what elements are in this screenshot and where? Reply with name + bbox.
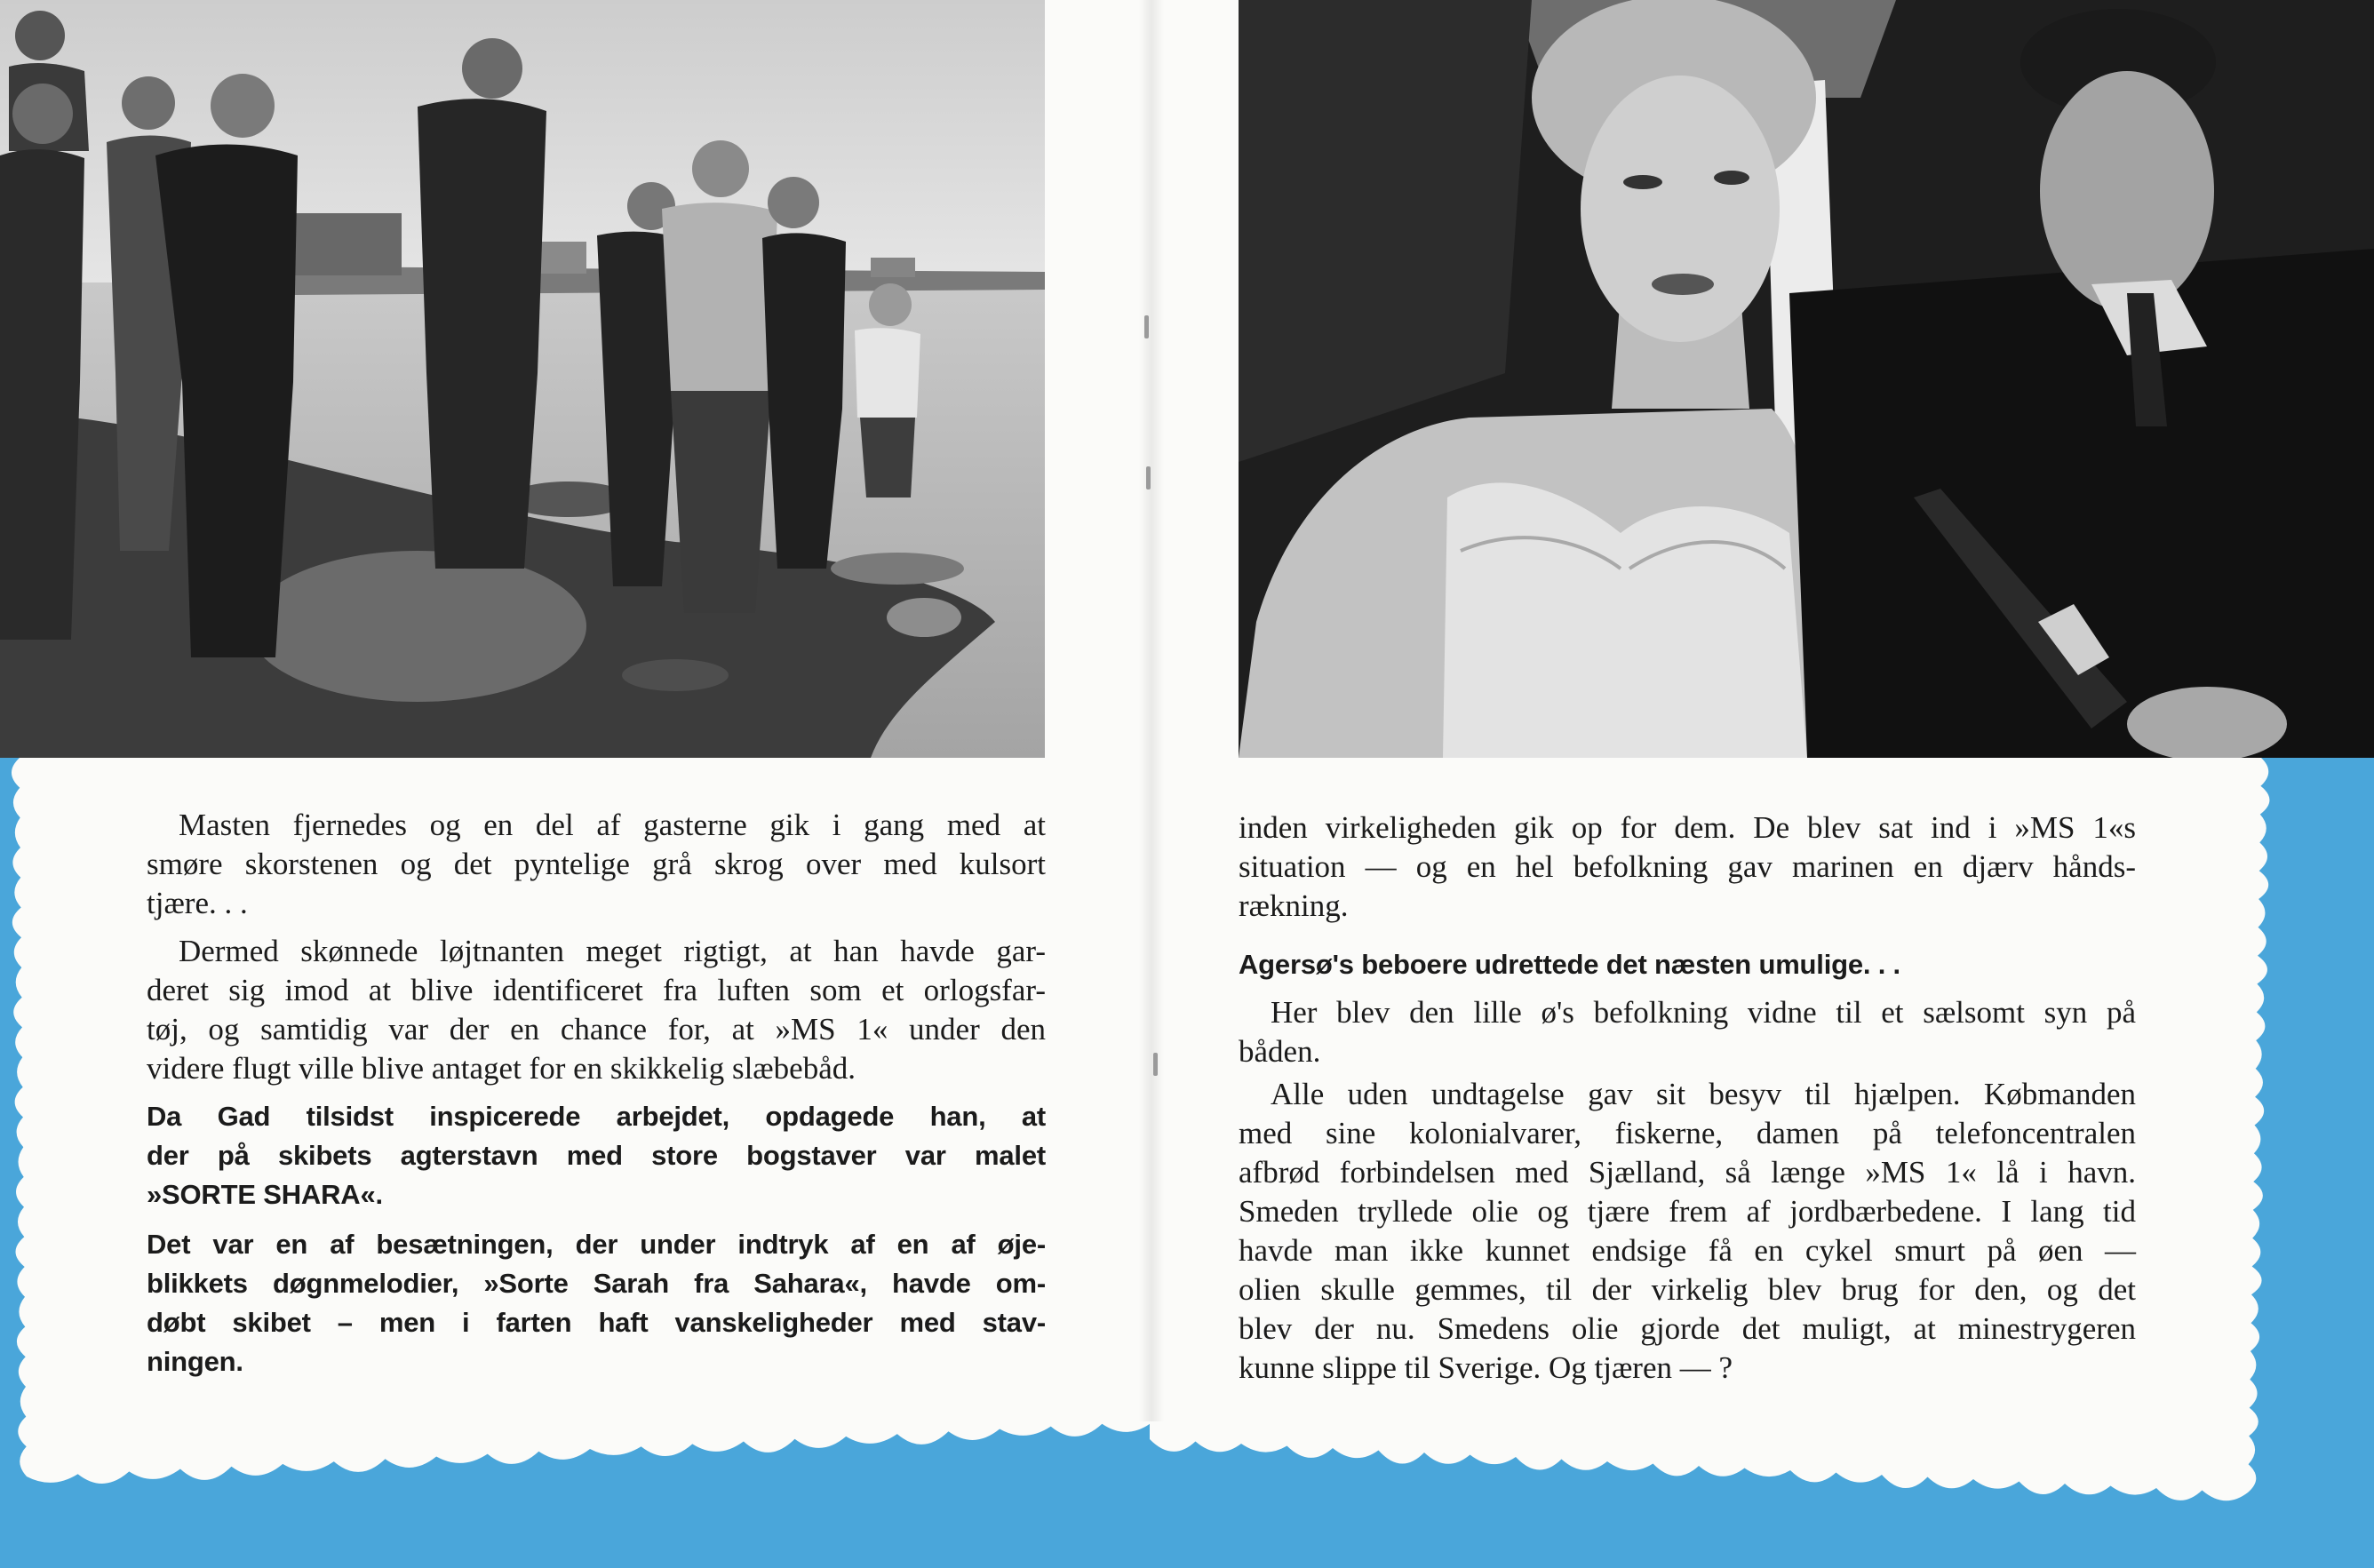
text-line: båden. <box>1239 1034 1321 1069</box>
text-line: inden virkeligheden gik op for dem. De blev sat ind i »MS 1«s <box>1239 810 2136 845</box>
text-line: der på skibets agterstavn med store bogstaver var malet <box>147 1140 1046 1171</box>
photo-woman-and-officer <box>1239 0 2374 758</box>
text-line: Dermed skønnede løjtnanten meget rigtigt, at han havde gar- <box>179 934 1046 968</box>
figure-man <box>0 84 84 640</box>
paragraph-det-var <box>147 1225 1046 1381</box>
text-line: med sine kolonialvarer, fiskerne, damen på telefoncentralen <box>1239 1116 2136 1150</box>
text-line: »SORTE SHARA«. <box>147 1179 383 1210</box>
section-heading <box>1239 945 2136 984</box>
text-line: rækning. <box>1239 888 1349 923</box>
staple-mark <box>1146 466 1151 490</box>
text-line: blev der nu. Smedens olie gjorde det muligt, at minestrygeren <box>1239 1311 2136 1346</box>
paragraph-her-blev <box>1239 993 2136 1071</box>
text-line: Agersø's beboere udrettede det næsten umulige. . . <box>1239 949 1900 980</box>
text-line: Her blev den lille ø's befolkning vidne til et sælsomt syn på <box>1271 995 2136 1030</box>
figure-man <box>418 38 546 569</box>
text-line: Smeden tryllede olie og tjære frem af jordbærbedene. I lang tid <box>1239 1194 2136 1229</box>
staple-mark <box>1153 1053 1158 1076</box>
left-page-text <box>147 806 1046 1381</box>
paragraph-da-gad <box>147 1097 1046 1214</box>
text-line: havde man ikke kunnet endsige få en cykel smurt på øen — <box>1239 1233 2136 1268</box>
text-line: Det var en af besætningen, der under indtryk af en af øje- <box>147 1229 1046 1260</box>
text-line: blikkets døgnmelodier, »Sorte Sarah fra Sahara«, havde om- <box>147 1268 1046 1299</box>
paragraph-alle-uden <box>1239 1075 2136 1388</box>
text-line: smøre skorstenen og det pyntelige grå skrog over med kulsort <box>147 847 1046 881</box>
text-line: tjære. . . <box>147 886 248 920</box>
text-line: olien skulle gemmes, til der virkelig blev brug for den, og det <box>1239 1272 2136 1307</box>
text-line: afbrød forbindelsen med Sjælland, så længe »MS 1« lå i havn. <box>1239 1155 2136 1190</box>
center-fold <box>1139 0 1164 1421</box>
text-line: tøj, og samtidig var der en chance for, at »MS 1« under den <box>147 1012 1046 1047</box>
staple-mark <box>1144 315 1149 338</box>
text-line: Masten fjernedes og en del af gasterne gik i gang med at <box>179 808 1046 842</box>
right-page-text <box>1239 808 2136 1388</box>
text-line: videre flugt ville blive antaget for en skikkelig slæbebåd. <box>147 1051 856 1086</box>
photo-men-on-shore <box>0 0 1045 758</box>
paragraph-masten <box>147 806 1046 923</box>
text-line: kunne slippe til Sverige. Og tjæren — ? <box>1239 1350 1733 1385</box>
text-line: deret sig imod at blive identificeret fra luften som et orlogsfar- <box>147 973 1046 1007</box>
text-line: ningen. <box>147 1346 243 1377</box>
paragraph-inden <box>1239 808 2136 926</box>
text-line: Alle uden undtagelse gav sit besyv til hjælpen. Købmanden <box>1271 1077 2136 1111</box>
text-line: Da Gad tilsidst inspicerede arbejdet, opdagede han, at <box>147 1101 1046 1132</box>
paragraph-dermed <box>147 932 1046 1088</box>
text-line: døbt skibet – men i farten haft vanskeligheder med stav- <box>147 1307 1046 1338</box>
text-line: situation — og en hel befolkning gav marinen en djærv hånds- <box>1239 849 2136 884</box>
